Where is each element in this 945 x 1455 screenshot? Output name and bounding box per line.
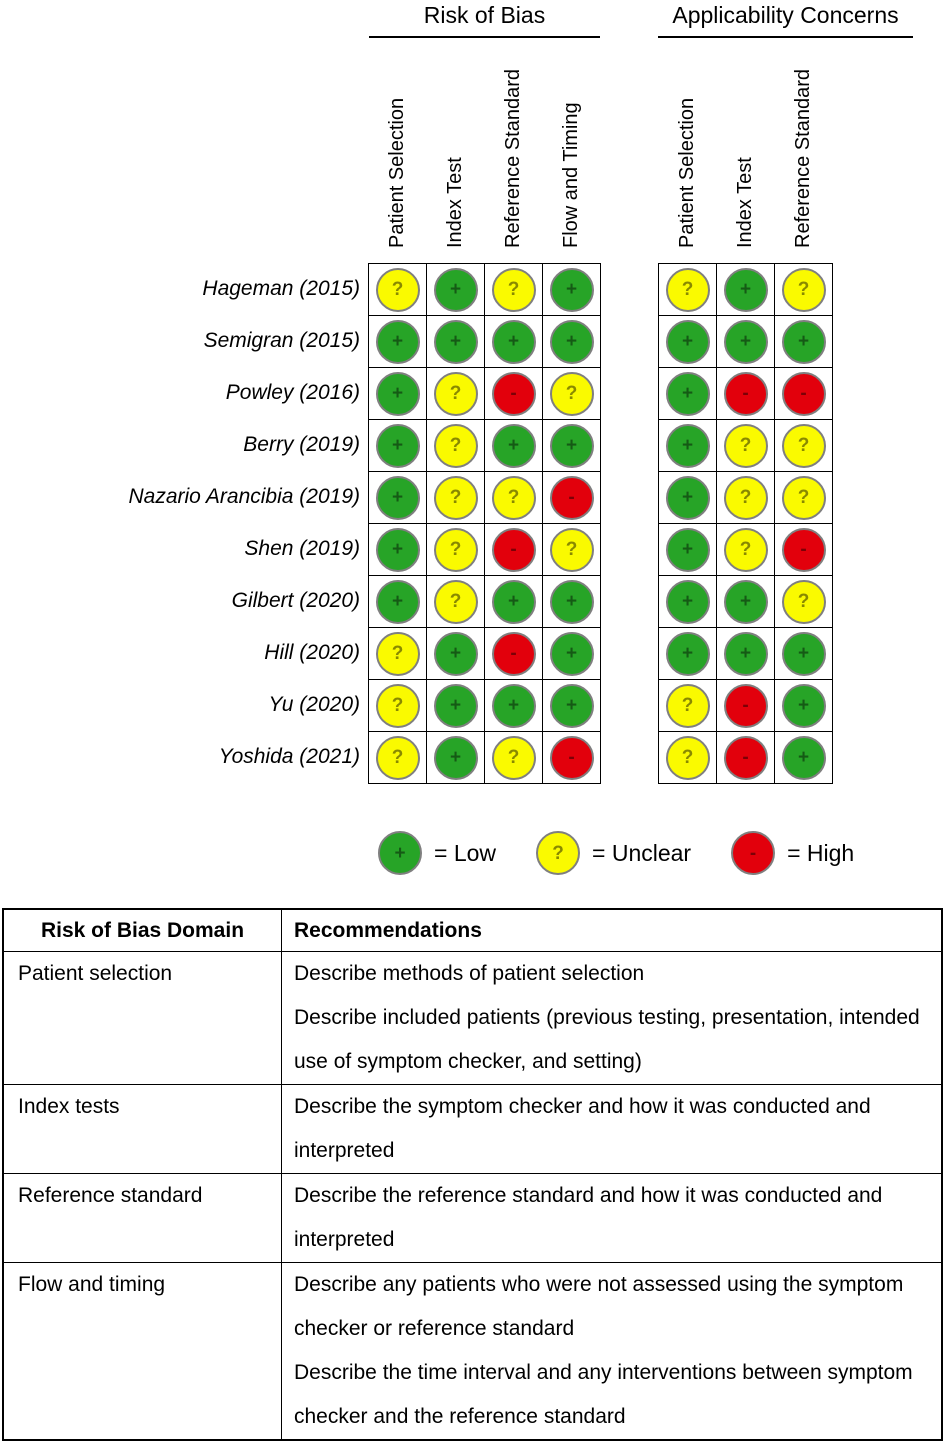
rating-circle-low: +: [550, 632, 594, 676]
rating-circle-low: +: [492, 424, 536, 468]
rating-cell: [717, 368, 775, 420]
study-label: Powley (2016): [225, 381, 360, 404]
rating-cell: [775, 316, 833, 368]
study-label: Gilbert (2020): [231, 589, 360, 612]
rating-cell: [775, 264, 833, 316]
recommendations-column-header: Recommendations: [294, 919, 482, 942]
rating-cell: [427, 680, 485, 732]
rating-circle-unclear: ?: [536, 831, 580, 875]
rating-circle-low: +: [724, 320, 768, 364]
recommendations-table: [2, 908, 943, 1441]
recommendations-cell: [282, 952, 941, 1084]
rating-circle-unclear: ?: [666, 268, 710, 312]
risk-of-bias-grid: [368, 263, 601, 784]
rating-cell: [659, 576, 717, 628]
rating-circle-low: +: [376, 528, 420, 572]
rating-circle-low: +: [434, 320, 478, 364]
rating-circle-unclear: ?: [782, 424, 826, 468]
rating-circle-high: -: [782, 528, 826, 572]
domain-column-header: Risk of Bias Domain: [4, 910, 282, 951]
rating-cell: [369, 524, 427, 576]
rating-cell: [659, 264, 717, 316]
rating-circle-unclear: ?: [666, 736, 710, 780]
rating-circle-low: +: [492, 320, 536, 364]
rating-circle-low: +: [666, 632, 710, 676]
rating-cell: [717, 576, 775, 628]
rating-cell: [543, 576, 601, 628]
legend-item: [536, 831, 691, 875]
rating-circle-unclear: ?: [492, 736, 536, 780]
rating-cell: [775, 680, 833, 732]
rating-cell: [717, 628, 775, 680]
rating-cell: [427, 420, 485, 472]
rating-cell: [485, 264, 543, 316]
rating-cell: [775, 524, 833, 576]
domain-cell: Patient selection: [4, 952, 282, 1084]
recommendations-cell: [282, 1263, 941, 1439]
rating-circle-low: +: [782, 632, 826, 676]
rating-circle-low: +: [492, 684, 536, 728]
rating-cell: [717, 680, 775, 732]
rating-circle-low: +: [434, 268, 478, 312]
rating-cell: [775, 368, 833, 420]
rating-cell: [369, 264, 427, 316]
column-label: Index Test: [734, 157, 756, 248]
rating-circle-low: +: [666, 528, 710, 572]
rating-circle-low: +: [550, 268, 594, 312]
domain-cell: Reference standard: [4, 1174, 282, 1262]
rating-cell: [485, 524, 543, 576]
domain-cell: Flow and timing: [4, 1263, 282, 1439]
rating-cell: [659, 680, 717, 732]
rating-circle-high: -: [492, 632, 536, 676]
rating-cell: [543, 420, 601, 472]
rating-circle-low: +: [666, 476, 710, 520]
rating-cell: [485, 680, 543, 732]
rating-circle-low: +: [376, 320, 420, 364]
column-label: Flow and Timing: [560, 102, 582, 248]
recommendations-cell: [282, 1085, 941, 1173]
rating-cell: [659, 472, 717, 524]
rating-circle-low: +: [550, 424, 594, 468]
rating-cell: [427, 524, 485, 576]
rating-cell: [717, 472, 775, 524]
rating-circle-low: +: [376, 580, 420, 624]
table-row: [4, 952, 941, 1085]
rating-circle-high: -: [782, 372, 826, 416]
rating-cell: [775, 628, 833, 680]
rating-circle-low: +: [376, 476, 420, 520]
recommendation-text: Describe the time interval and any interventions between symptom checker and the reference standard: [294, 1361, 913, 1428]
rating-cell: [369, 680, 427, 732]
rating-cell: [775, 472, 833, 524]
legend: [378, 831, 894, 875]
rating-cell: [717, 732, 775, 784]
study-label: Berry (2019): [243, 433, 360, 456]
recommendation-text: Describe the reference standard and how it was conducted and interpreted: [294, 1184, 883, 1251]
rating-cell: [717, 420, 775, 472]
rating-circle-high: -: [492, 528, 536, 572]
rating-circle-unclear: ?: [434, 580, 478, 624]
rating-cell: [485, 472, 543, 524]
rating-circle-low: +: [376, 424, 420, 468]
rating-cell: [659, 628, 717, 680]
rating-circle-unclear: ?: [434, 528, 478, 572]
rating-cell: [485, 732, 543, 784]
legend-label: = High: [787, 839, 855, 866]
study-label: Yoshida (2021): [218, 745, 360, 768]
rating-cell: [543, 524, 601, 576]
study-label: Yu (2020): [268, 693, 360, 716]
column-label: Index Test: [444, 157, 466, 248]
rating-cell: [543, 264, 601, 316]
rating-circle-unclear: ?: [724, 424, 768, 468]
table-header-row: [4, 910, 941, 952]
rating-cell: [659, 732, 717, 784]
rating-circle-low: +: [666, 372, 710, 416]
rating-cell: [369, 316, 427, 368]
rating-cell: [543, 316, 601, 368]
rating-cell: [427, 628, 485, 680]
rating-cell: [659, 420, 717, 472]
rating-cell: [775, 732, 833, 784]
rating-circle-unclear: ?: [376, 684, 420, 728]
recommendations-cell: [282, 1174, 941, 1262]
rating-circle-low: +: [724, 268, 768, 312]
column-label: Patient Selection: [386, 97, 408, 248]
rating-cell: [485, 316, 543, 368]
recommendation-text: Describe methods of patient selection: [294, 962, 645, 985]
rating-circle-high: -: [724, 684, 768, 728]
rating-circle-high: -: [724, 736, 768, 780]
rating-circle-unclear: ?: [376, 736, 420, 780]
recommendation-text: Describe any patients who were not assessed using the symptom checker or reference standard: [294, 1273, 904, 1340]
domain-cell: Index tests: [4, 1085, 282, 1173]
rating-circle-unclear: ?: [724, 528, 768, 572]
rating-cell: [775, 576, 833, 628]
risk-of-bias-group-header: Risk of Bias: [369, 2, 600, 38]
column-label: Reference Standard: [502, 68, 524, 248]
rating-circle-unclear: ?: [550, 372, 594, 416]
rating-cell: [369, 628, 427, 680]
rating-circle-low: +: [724, 632, 768, 676]
rating-circle-low: +: [724, 580, 768, 624]
rating-circle-high: -: [550, 476, 594, 520]
applicability-grid: [658, 263, 833, 784]
rating-cell: [543, 732, 601, 784]
rating-circle-unclear: ?: [376, 268, 420, 312]
applicability-group-header: Applicability Concerns: [658, 2, 913, 38]
rating-cell: [369, 368, 427, 420]
rating-circle-low: +: [782, 736, 826, 780]
rating-cell: [543, 680, 601, 732]
rating-cell: [369, 420, 427, 472]
study-label: Semigran (2015): [203, 329, 360, 352]
rating-cell: [543, 472, 601, 524]
rating-circle-unclear: ?: [434, 372, 478, 416]
rating-cell: [659, 316, 717, 368]
rating-circle-low: +: [666, 320, 710, 364]
table-row: [4, 1263, 941, 1439]
rating-cell: [659, 524, 717, 576]
table-row: [4, 1174, 941, 1263]
rating-circle-low: +: [434, 736, 478, 780]
rating-cell: [427, 732, 485, 784]
rating-circle-low: +: [550, 320, 594, 364]
rating-circle-low: +: [550, 684, 594, 728]
rating-circle-unclear: ?: [782, 476, 826, 520]
rating-circle-unclear: ?: [782, 580, 826, 624]
rating-cell: [427, 316, 485, 368]
column-label: Patient Selection: [676, 97, 698, 248]
rating-circle-low: +: [492, 580, 536, 624]
rating-circle-unclear: ?: [782, 268, 826, 312]
table-row: [4, 1085, 941, 1174]
study-label: Nazario Arancibia (2019): [128, 485, 360, 508]
rating-circle-high: -: [731, 831, 775, 875]
rating-cell: [369, 732, 427, 784]
rating-cell: [659, 368, 717, 420]
rating-cell: [485, 576, 543, 628]
rating-circle-low: +: [434, 684, 478, 728]
rating-circle-low: +: [666, 580, 710, 624]
rating-circle-low: +: [550, 580, 594, 624]
rating-circle-unclear: ?: [666, 684, 710, 728]
rating-cell: [717, 316, 775, 368]
rating-cell: [427, 368, 485, 420]
rating-cell: [485, 628, 543, 680]
legend-label: = Unclear: [592, 839, 692, 866]
rating-circle-low: +: [378, 831, 422, 875]
rating-circle-low: +: [782, 684, 826, 728]
rating-cell: [485, 368, 543, 420]
rating-cell: [717, 524, 775, 576]
legend-item: [731, 831, 854, 875]
study-label: Hageman (2015): [202, 277, 360, 300]
rating-circle-low: +: [666, 424, 710, 468]
rating-circle-unclear: ?: [492, 268, 536, 312]
rating-cell: [543, 628, 601, 680]
rating-circle-low: +: [434, 632, 478, 676]
rating-circle-unclear: ?: [376, 632, 420, 676]
rating-circle-low: +: [782, 320, 826, 364]
rating-circle-unclear: ?: [550, 528, 594, 572]
rating-cell: [427, 264, 485, 316]
rating-circle-high: -: [550, 736, 594, 780]
recommendation-text: Describe included patients (previous testing, presentation, intended use of symptom checker, and setting): [294, 1006, 920, 1073]
study-label: Shen (2019): [244, 537, 360, 560]
legend-item: [378, 831, 496, 875]
rating-circle-high: -: [724, 372, 768, 416]
rating-circle-unclear: ?: [434, 424, 478, 468]
rating-circle-unclear: ?: [492, 476, 536, 520]
rating-cell: [717, 264, 775, 316]
column-label: Reference Standard: [792, 68, 814, 248]
study-label: Hill (2020): [264, 641, 360, 664]
recommendation-text: Describe the symptom checker and how it was conducted and interpreted: [294, 1095, 871, 1162]
rating-cell: [543, 368, 601, 420]
legend-label: = Low: [434, 839, 497, 866]
rating-cell: [369, 472, 427, 524]
rating-circle-unclear: ?: [724, 476, 768, 520]
rating-circle-high: -: [492, 372, 536, 416]
rating-cell: [427, 576, 485, 628]
rating-cell: [369, 576, 427, 628]
rating-circle-unclear: ?: [434, 476, 478, 520]
rating-circle-low: +: [376, 372, 420, 416]
rating-cell: [427, 472, 485, 524]
rating-cell: [485, 420, 543, 472]
rating-cell: [775, 420, 833, 472]
